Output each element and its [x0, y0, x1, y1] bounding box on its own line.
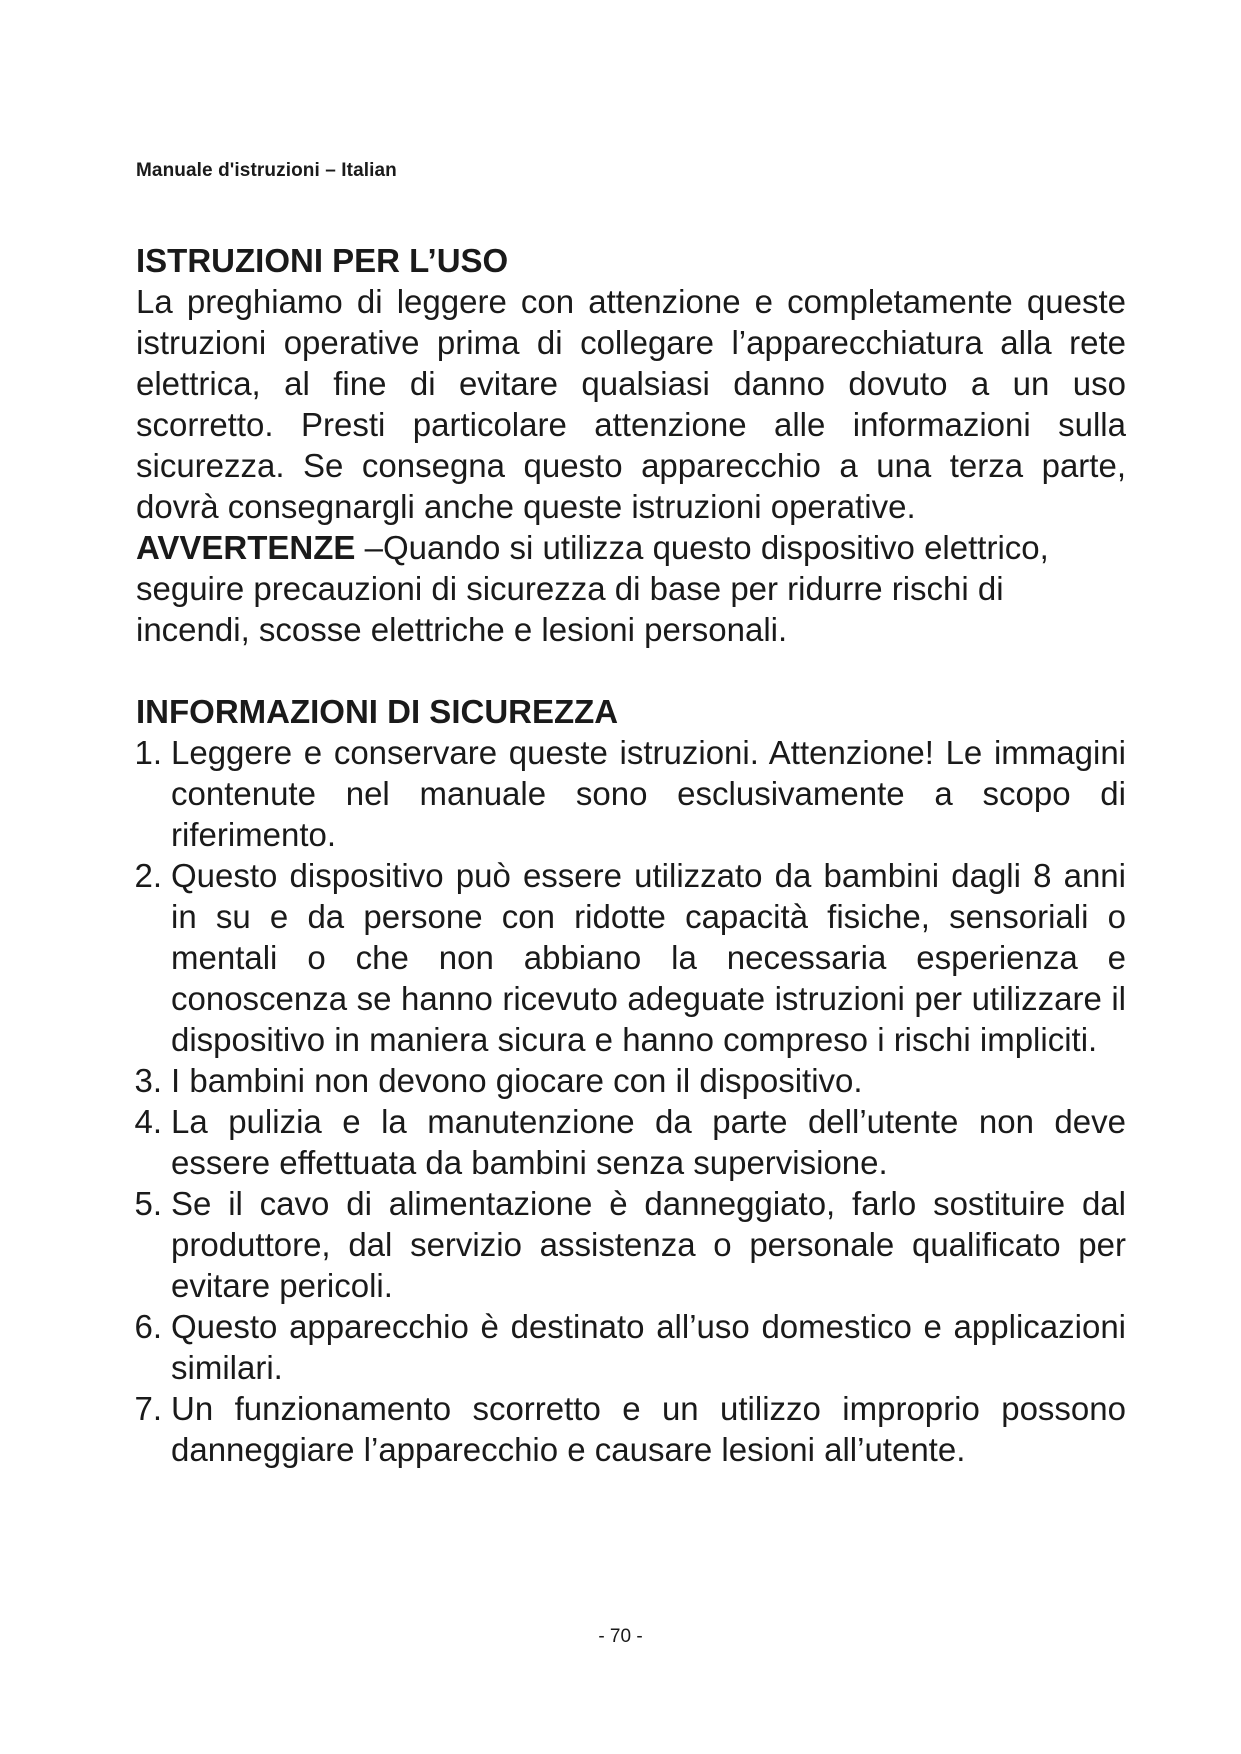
list-item	[136, 1388, 1126, 1470]
page-number: - 70 -	[598, 1626, 643, 1647]
list-item	[136, 1306, 1126, 1388]
list-item-text: I bambini non devono giocare con il dispositivo.	[171, 1062, 863, 1099]
list-item	[136, 855, 1126, 1060]
list-item	[136, 1060, 1126, 1101]
list-item-text: La pulizia e la manutenzione da parte dell’utente non deve essere effettuata da bambini senza supervisione.	[171, 1103, 1126, 1181]
section-title-safety-information: INFORMAZIONI DI SICUREZZA	[136, 693, 619, 730]
section-title-usage-instructions: ISTRUZIONI PER L’USO	[136, 242, 509, 279]
list-item-number: 5.	[134, 1185, 162, 1222]
list-item-number: 2.	[134, 857, 162, 894]
manual-header-label: Manuale d'istruzioni – Italian	[136, 160, 397, 181]
list-item-text: Questo dispositivo può essere utilizzato da bambini dagli 8 anni in su e da persone con ridotte capacità fisiche, sensoriali o mentali o che non abbiano la necessaria esperienza e conoscenza se hanno ricevuto adeguate istruzioni per utilizzare il dispositivo in maniera sicura e hanno compreso i rischi impliciti.	[171, 857, 1126, 1058]
list-item-text: Leggere e conservare queste istruzioni. Attenzione! Le immagini contenute nel manuale sono esclusivamente a scopo di riferimento.	[171, 734, 1126, 853]
section-spacer	[136, 650, 1126, 691]
warning-text: –Quando si utilizza questo dispositivo elettrico, seguire precauzioni di sicurezza di base per ridurre rischi di incendi, scosse elettriche e lesioni personali.	[136, 529, 1049, 648]
safety-list	[136, 732, 1126, 1470]
list-item-number: 6.	[134, 1308, 162, 1345]
list-item	[136, 1183, 1126, 1306]
list-item-number: 1.	[134, 734, 162, 771]
list-item-number: 3.	[134, 1062, 162, 1099]
list-item-text: Questo apparecchio è destinato all’uso domestico e applicazioni similari.	[171, 1308, 1126, 1386]
warning-paragraph	[136, 527, 1126, 650]
list-item-number: 4.	[134, 1103, 162, 1140]
list-item	[136, 732, 1126, 855]
list-item-text: Un funzionamento scorretto e un utilizzo improprio possono danneggiare l’apparecchio e causare lesioni all’utente.	[171, 1390, 1126, 1468]
usage-instructions-paragraph: La preghiamo di leggere con attenzione e completamente queste istruzioni operative prima di collegare l’apparecchiatura alla rete elettrica, al fine di evitare qualsiasi danno dovuto a un uso scorretto. Presti particolare attenzione alle informazioni sulla sicurezza. Se consegna questo apparecchio a una terza parte, dovrà consegnargli anche queste istruzioni operative.	[136, 283, 1126, 525]
warning-label: AVVERTENZE	[136, 529, 356, 566]
list-item-text: Se il cavo di alimentazione è danneggiato, farlo sostituire dal produttore, dal servizio assistenza o personale qualificato per evitare pericoli.	[171, 1185, 1126, 1304]
page-content	[136, 240, 1126, 1470]
list-item-number: 7.	[134, 1390, 162, 1427]
list-item	[136, 1101, 1126, 1183]
